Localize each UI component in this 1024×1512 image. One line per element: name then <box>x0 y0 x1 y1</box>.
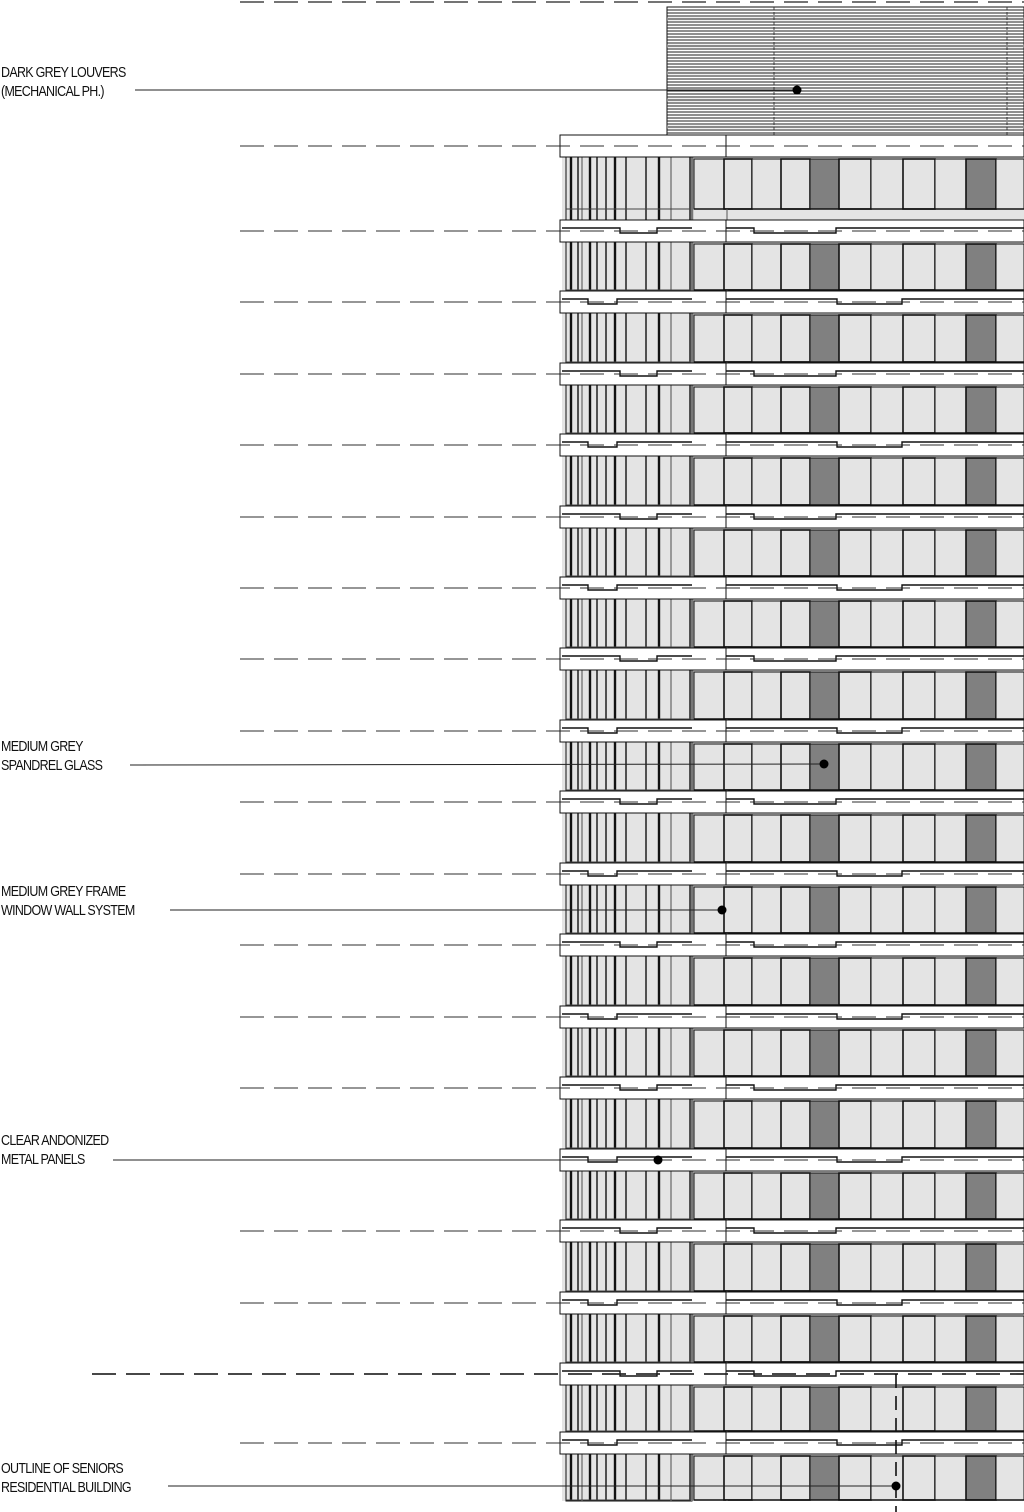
window-panel <box>752 1101 781 1148</box>
window-panel <box>752 315 781 362</box>
fin-section <box>566 242 692 291</box>
window-panel <box>694 1244 724 1291</box>
window-panel <box>694 744 724 790</box>
callout-metal-panels-line2: METAL PANELS <box>1 1152 85 1168</box>
spandrel-glass-panel <box>810 1244 839 1291</box>
window-panel <box>839 1101 871 1148</box>
fin-section <box>566 456 692 506</box>
window-panel <box>724 601 752 647</box>
window-panel <box>752 1244 781 1291</box>
fin-section <box>566 157 692 220</box>
window-panel <box>752 244 781 290</box>
window-panel <box>871 159 903 209</box>
spandrel-glass-panel <box>966 387 996 433</box>
callout-spandrel-glass <box>1 738 102 776</box>
spandrel-glass-panel <box>810 672 839 719</box>
fin-section <box>566 385 692 434</box>
spandrel-glass-panel <box>966 1456 996 1500</box>
window-panel <box>935 159 966 209</box>
window-panel <box>839 159 871 209</box>
callout-window-wall <box>1 883 135 921</box>
window-panel <box>781 159 810 209</box>
window-panel <box>752 887 781 933</box>
callout-window-wall-line1: MEDIUM GREY FRAME <box>1 884 126 900</box>
window-panel <box>903 1387 935 1431</box>
callout-metal-panels-line1: CLEAR ANDONIZED <box>1 1133 109 1149</box>
window-panel <box>694 672 724 719</box>
fin-section <box>566 599 692 648</box>
window-panel <box>781 958 810 1005</box>
window-panel <box>871 1456 903 1500</box>
spandrel-glass-panel <box>810 887 839 933</box>
fin-section <box>566 528 692 577</box>
window-panel <box>935 958 966 1005</box>
window-panel <box>781 1030 810 1076</box>
window-panel <box>935 601 966 647</box>
spandrel-glass-panel <box>810 387 839 433</box>
window-panel <box>903 387 935 433</box>
window-panel <box>781 1316 810 1362</box>
window-panel <box>839 244 871 290</box>
window-panel <box>724 1101 752 1148</box>
window-panel <box>903 1244 935 1291</box>
window-panel <box>724 815 752 862</box>
window-panel <box>996 815 1024 862</box>
window-panel <box>996 1173 1024 1219</box>
spandrel-glass-panel <box>966 458 996 505</box>
fin-section <box>566 813 692 863</box>
window-panel <box>996 387 1024 433</box>
spandrel-glass-panel <box>966 530 996 576</box>
window-panel <box>694 244 724 290</box>
callout-louvers-line1: DARK GREY LOUVERS <box>1 65 126 81</box>
window-panel <box>871 744 903 790</box>
window-panel <box>724 458 752 505</box>
fin-section <box>566 1171 692 1220</box>
window-panel <box>752 1387 781 1431</box>
window-panel <box>781 530 810 576</box>
window-panel <box>694 315 724 362</box>
window-panel <box>781 672 810 719</box>
window-panel <box>781 315 810 362</box>
window-panel <box>724 887 752 933</box>
window-panel <box>694 387 724 433</box>
window-panel <box>839 1173 871 1219</box>
window-panel <box>996 1316 1024 1362</box>
window-panel <box>903 159 935 209</box>
window-panel <box>935 315 966 362</box>
window-panel <box>781 387 810 433</box>
window-panel <box>781 1244 810 1291</box>
window-panel <box>871 958 903 1005</box>
spandrel-glass-panel <box>810 1456 839 1500</box>
window-panel <box>839 315 871 362</box>
window-panel <box>996 244 1024 290</box>
window-panel <box>752 458 781 505</box>
window-panel <box>871 1387 903 1431</box>
window-panel <box>996 315 1024 362</box>
spandrel-glass-panel <box>810 1101 839 1148</box>
window-panel <box>871 1244 903 1291</box>
window-panel <box>871 815 903 862</box>
window-panel <box>996 958 1024 1005</box>
window-panel <box>724 387 752 433</box>
window-panel <box>724 244 752 290</box>
window-panel <box>781 744 810 790</box>
callout-dot <box>892 1482 901 1491</box>
window-panel <box>903 530 935 576</box>
spandrel-glass-panel <box>966 1244 996 1291</box>
window-panel <box>996 1387 1024 1431</box>
fin-section <box>566 1314 692 1363</box>
window-panel <box>935 1101 966 1148</box>
spandrel-glass-panel <box>966 159 996 209</box>
window-panel <box>871 530 903 576</box>
spandrel-glass-panel <box>966 958 996 1005</box>
window-panel <box>935 387 966 433</box>
window-panel <box>752 530 781 576</box>
spandrel-glass-panel <box>810 601 839 647</box>
window-panel <box>694 1456 724 1500</box>
fin-section <box>566 742 692 791</box>
window-panel <box>694 958 724 1005</box>
window-panel <box>935 530 966 576</box>
window-panel <box>839 672 871 719</box>
window-panel <box>839 744 871 790</box>
window-panel <box>752 159 781 209</box>
spandrel-glass-panel <box>810 458 839 505</box>
window-panel <box>694 1101 724 1148</box>
window-panel <box>935 1387 966 1431</box>
fin-section <box>566 313 692 363</box>
window-panel <box>839 1316 871 1362</box>
callout-dot <box>793 86 802 95</box>
window-panel <box>935 744 966 790</box>
window-panel <box>996 1101 1024 1148</box>
callout-seniors-line1: OUTLINE OF SENIORS <box>1 1461 124 1477</box>
fin-section <box>566 956 692 1006</box>
window-panel <box>781 1456 810 1500</box>
window-panel <box>694 458 724 505</box>
spandrel-glass-panel <box>810 159 839 209</box>
fin-section <box>566 1454 692 1501</box>
callout-spandrel-line1: MEDIUM GREY <box>1 739 83 755</box>
window-panel <box>724 672 752 719</box>
window-panel <box>752 1173 781 1219</box>
window-panel <box>935 1173 966 1219</box>
window-panel <box>935 887 966 933</box>
window-panel <box>935 1316 966 1362</box>
window-panel <box>781 815 810 862</box>
window-panel <box>996 744 1024 790</box>
window-panel <box>903 601 935 647</box>
window-panel <box>781 1173 810 1219</box>
window-panel <box>996 1030 1024 1076</box>
window-panel <box>935 244 966 290</box>
window-panel <box>694 1387 724 1431</box>
window-panel <box>903 1456 935 1500</box>
spandrel-glass-panel <box>966 1030 996 1076</box>
window-panel <box>724 315 752 362</box>
window-panel <box>724 1030 752 1076</box>
window-panel <box>839 1387 871 1431</box>
spandrel-glass-panel <box>810 244 839 290</box>
window-panel <box>871 458 903 505</box>
window-panel <box>839 815 871 862</box>
window-panel <box>724 958 752 1005</box>
fin-section <box>566 1028 692 1077</box>
window-panel <box>871 315 903 362</box>
window-panel <box>996 601 1024 647</box>
window-panel <box>903 672 935 719</box>
window-panel <box>752 672 781 719</box>
window-panel <box>839 458 871 505</box>
window-panel <box>694 530 724 576</box>
window-panel <box>694 601 724 647</box>
window-panel <box>935 458 966 505</box>
window-panel <box>781 1387 810 1431</box>
spandrel-glass-panel <box>966 887 996 933</box>
window-panel <box>903 815 935 862</box>
spandrel-glass-panel <box>966 672 996 719</box>
callout-metal-panels <box>1 1132 108 1170</box>
callout-louvers-line2: (MECHANICAL PH.) <box>1 84 104 100</box>
window-panel <box>752 815 781 862</box>
window-panel <box>996 159 1024 209</box>
spandrel-glass-panel <box>810 1316 839 1362</box>
window-panel <box>871 1316 903 1362</box>
spandrel-glass-panel <box>810 1387 839 1431</box>
spandrel-glass-panel <box>810 530 839 576</box>
fin-section <box>566 1099 692 1149</box>
window-panel <box>996 672 1024 719</box>
window-panel <box>839 1030 871 1076</box>
window-panel <box>871 672 903 719</box>
window-panel <box>839 530 871 576</box>
window-panel <box>724 1456 752 1500</box>
window-panel <box>752 1316 781 1362</box>
window-panel <box>694 159 724 209</box>
window-panel <box>724 1316 752 1362</box>
callout-louvers <box>1 64 126 102</box>
window-panel <box>694 1316 724 1362</box>
callout-spandrel-line2: SPANDREL GLASS <box>1 758 103 774</box>
window-panel <box>903 1101 935 1148</box>
spandrel-glass-panel <box>966 1101 996 1148</box>
mechanical-penthouse <box>667 7 1024 135</box>
window-panel <box>871 1173 903 1219</box>
window-panel <box>752 958 781 1005</box>
fin-section <box>566 670 692 720</box>
window-panel <box>935 1030 966 1076</box>
window-panel <box>935 672 966 719</box>
spandrel-glass-panel <box>810 1030 839 1076</box>
window-panel <box>935 1456 966 1500</box>
window-panel <box>724 530 752 576</box>
spandrel-glass-panel <box>966 1173 996 1219</box>
window-panel <box>871 1030 903 1076</box>
spandrel-glass-panel <box>966 1387 996 1431</box>
window-panel <box>781 1101 810 1148</box>
window-panel <box>996 458 1024 505</box>
window-panel <box>903 887 935 933</box>
spandrel-glass-panel <box>810 958 839 1005</box>
spandrel-glass-panel <box>966 744 996 790</box>
window-panel <box>752 601 781 647</box>
window-panel <box>752 1456 781 1500</box>
window-panel <box>935 1244 966 1291</box>
window-panel <box>996 1244 1024 1291</box>
window-panel <box>694 1173 724 1219</box>
window-panel <box>724 1387 752 1431</box>
spandrel-glass-panel <box>966 815 996 862</box>
window-panel <box>724 1173 752 1219</box>
window-panel <box>903 315 935 362</box>
callout-window-wall-line2: WINDOW WALL SYSTEM <box>1 903 135 919</box>
window-panel <box>724 1244 752 1291</box>
window-panel <box>871 387 903 433</box>
spandrel-glass-panel <box>810 315 839 362</box>
spandrel-glass-panel <box>966 315 996 362</box>
window-panel <box>839 1456 871 1500</box>
callout-dot <box>718 906 727 915</box>
window-panel <box>903 744 935 790</box>
fin-section <box>566 1385 692 1432</box>
callout-seniors-line2: RESIDENTIAL BUILDING <box>1 1480 131 1496</box>
window-panel <box>996 530 1024 576</box>
window-panel <box>903 1316 935 1362</box>
window-panel <box>871 887 903 933</box>
window-panel <box>724 159 752 209</box>
window-panel <box>839 387 871 433</box>
window-panel <box>694 815 724 862</box>
spandrel-glass-panel <box>966 244 996 290</box>
window-panel <box>724 744 752 790</box>
fin-section <box>566 1242 692 1292</box>
callout-seniors-outline <box>1 1460 131 1498</box>
window-panel <box>752 387 781 433</box>
window-panel <box>839 601 871 647</box>
window-panel <box>694 1030 724 1076</box>
spandrel-glass-panel <box>810 815 839 862</box>
window-panel <box>903 458 935 505</box>
window-panel <box>903 1173 935 1219</box>
window-panel <box>752 744 781 790</box>
window-panel <box>839 887 871 933</box>
window-panel <box>752 1030 781 1076</box>
callout-dot <box>820 760 829 769</box>
window-panel <box>996 1456 1024 1500</box>
window-panel <box>781 244 810 290</box>
spandrel-glass-panel <box>966 1316 996 1362</box>
window-panel <box>871 244 903 290</box>
window-panel <box>781 601 810 647</box>
window-panel <box>871 601 903 647</box>
window-panel <box>781 887 810 933</box>
spandrel-glass-panel <box>810 1173 839 1219</box>
window-panel <box>903 958 935 1005</box>
window-panel <box>839 1244 871 1291</box>
window-panel <box>996 887 1024 933</box>
window-panel <box>903 1030 935 1076</box>
spandrel-glass-panel <box>966 601 996 647</box>
callout-dot <box>654 1156 663 1165</box>
window-panel <box>935 815 966 862</box>
window-panel <box>871 1101 903 1148</box>
window-panel <box>903 244 935 290</box>
window-panel <box>781 458 810 505</box>
window-panel <box>839 958 871 1005</box>
